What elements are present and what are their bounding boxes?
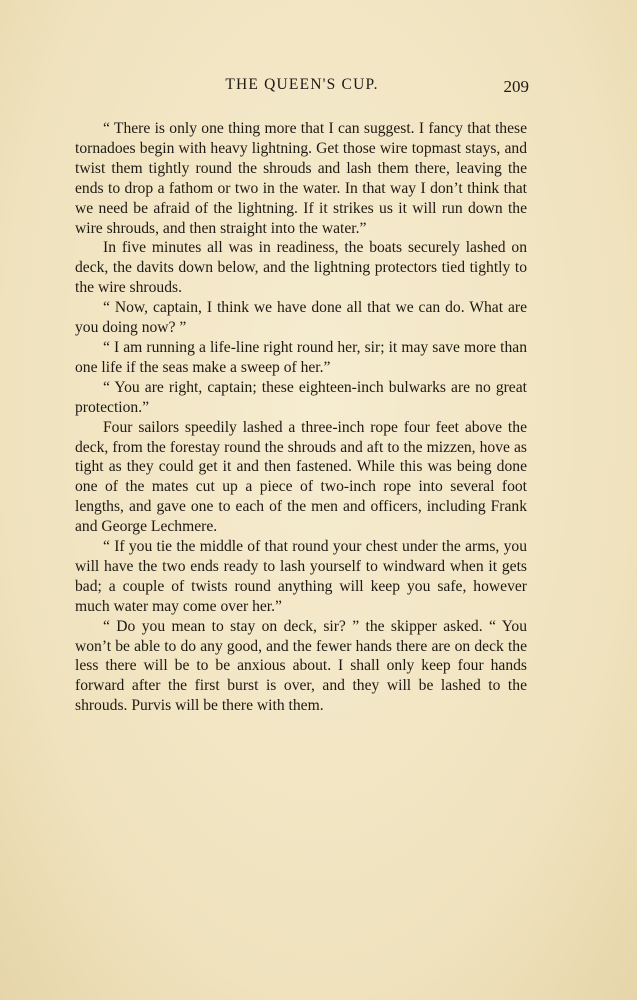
paragraph: “ There is only one thing more that I can suggest. I fancy that these tornadoes begin with heavy lightning. Get those wire topmast stays, and twist them tightly round the shrouds and lash them there, leaving the ends to drop a fathom or two in the water. In that way I don’t think that we need be afraid of the lightning. If it strikes us it will run down the wire shrouds, and then straight into the water.”: [75, 120, 527, 237]
paragraph: In five minutes all was in readiness, the boats securely lashed on deck, the davits down below, and the lightning protectors tied tightly to the wire shrouds.: [75, 239, 527, 297]
page-number: 209: [503, 77, 529, 96]
running-head: [75, 76, 529, 100]
body-text: [75, 119, 527, 716]
paragraph: “ I am running a life-line right round her, sir; it may save more than one life if the seas make a sweep of her.”: [75, 338, 527, 376]
paragraph: “ Now, captain, I think we have done all that we can do. What are you doing now? ”: [75, 299, 527, 337]
running-title: THE QUEEN'S CUP.: [225, 76, 379, 93]
paragraph: “ Do you mean to stay on deck, sir? ” the skipper asked. “ You won’t be able to do any good, and the fewer hands there are on deck the less there will be to be anxious about. I shall only keep four hands forward after the first burst is over, and they will be lashed to the shrouds. Purvis will be there with them.: [75, 617, 527, 715]
paragraph: “ You are right, captain; these eighteen-inch bulwarks are no great protection.”: [75, 378, 527, 416]
paragraph: Four sailors speedily lashed a three-inch rope four feet above the deck, from the forestay round the shrouds and aft to the mizzen, hove as tight as they could get it and then fastened. While this was being done one of the mates cut up a piece of two-inch rope into several foot lengths, and gave one to each of the men and officers, including Frank and George Lechmere.: [75, 418, 527, 536]
paragraph: “ If you tie the middle of that round your chest under the arms, you will have the two ends ready to lash yourself to windward when it gets bad; a couple of twists round anything will keep you safe, however much water may come over her.”: [75, 538, 527, 615]
